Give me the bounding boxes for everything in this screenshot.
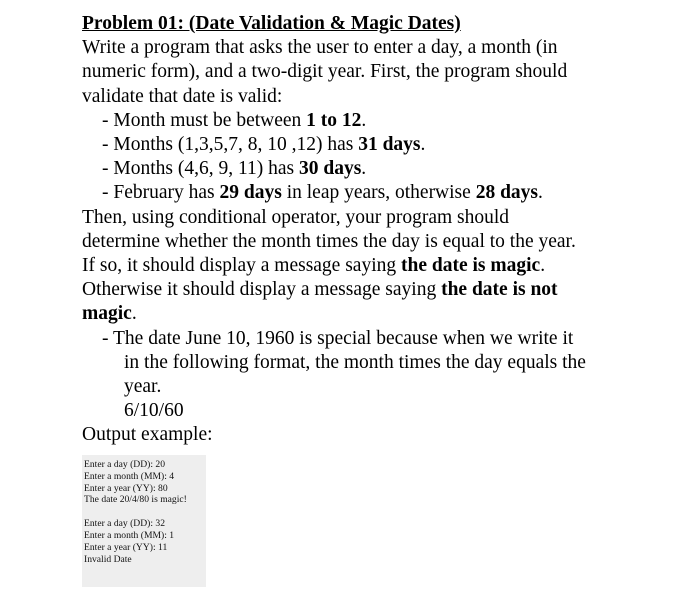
- output1-line-2: Enter a month (MM): 4: [84, 470, 175, 482]
- special-line-3: year.: [124, 376, 162, 398]
- para2-line-3: If so, it should display a message saying the date is magic.: [82, 255, 546, 277]
- intro-line-1: Write a program that asks the user to enter a day, a month (in: [82, 37, 558, 59]
- output2-line-2: Enter a month (MM): 1: [84, 529, 175, 541]
- para2-line-1: Then, using conditional operator, your program should: [82, 206, 510, 228]
- output1-line-1: Enter a day (DD): 20: [84, 459, 165, 470]
- special-line-2: in the following format, the month times the day equals the: [124, 351, 586, 373]
- rule-february: - February has 29 days in leap years, otherwise 28 days.: [102, 182, 543, 204]
- rule-31-days: - Months (1,3,5,7, 8, 10 ,12) has 31 days.: [102, 134, 426, 156]
- output2-line-4: Invalid Date: [84, 553, 132, 565]
- output1-line-4: The date 20/4/80 is magic!: [84, 494, 187, 506]
- intro-line-2: numeric form), and a two-digit year. First, the program should: [82, 61, 568, 83]
- output-label: Output example:: [82, 424, 213, 446]
- problem-title: Problem 01: (Date Validation & Magic Dates): [82, 13, 461, 34]
- output2-line-3: Enter a year (YY): 11: [84, 541, 168, 553]
- special-date: 6/10/60: [124, 400, 184, 422]
- para2-line-2: determine whether the month times the day is equal to the year.: [82, 230, 576, 252]
- para2-line-5: magic.: [82, 303, 137, 325]
- para2-line-4: Otherwise it should display a message saying the date is not: [82, 279, 558, 301]
- rule-30-days: - Months (4,6, 9, 11) has 30 days.: [102, 158, 367, 180]
- problem-document: [82, 12, 642, 448]
- output-example-box: [82, 455, 206, 587]
- special-line-1: - The date June 10, 1960 is special because when we write it: [102, 327, 574, 349]
- output1-line-3: Enter a year (YY): 80: [84, 482, 168, 494]
- intro-line-3: validate that date is valid:: [82, 85, 283, 107]
- output2-line-1: Enter a day (DD): 32: [84, 518, 165, 530]
- rule-month-range: - Month must be between 1 to 12.: [102, 109, 367, 131]
